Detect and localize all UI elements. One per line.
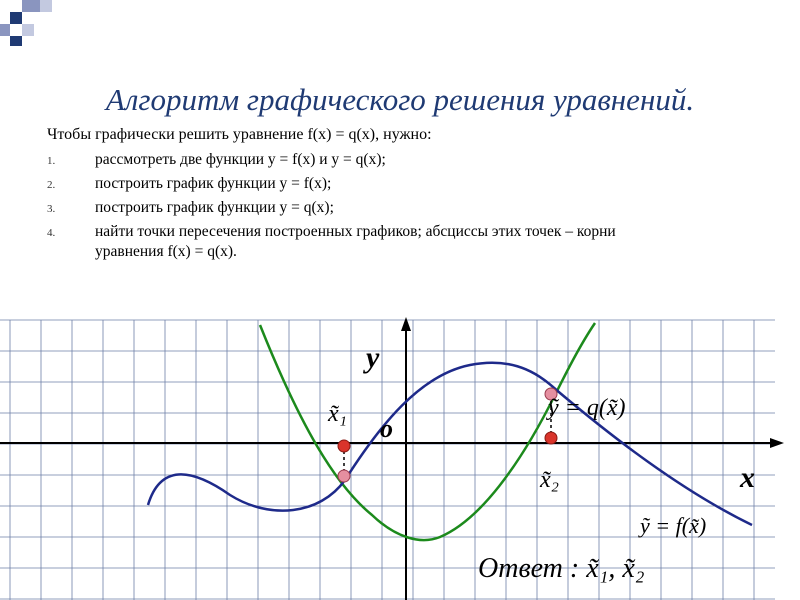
decor-square [0,24,10,36]
root-marker [545,432,557,444]
function-graph [0,315,800,600]
answer-label: Ответ : x̃₁, x̃₂ [478,553,645,584]
y-axis-arrow-icon [401,317,411,331]
step-number: 2. [47,179,56,191]
q-function-label: ỹ = q(x̃) [548,395,626,421]
step-number: 3. [47,203,56,215]
decor-square [10,12,22,24]
f-function-label: ỹ = f(x̃) [640,513,707,538]
step-text: найти точки пересечения построенных графиков; абсциссы этих точек – корни уравнения f(x) = q(x). [95,223,616,260]
list-item [47,198,747,218]
y-axis-label: y [366,341,380,374]
root-label-1: x̃₁ [328,401,347,427]
decor-square [40,0,52,12]
step-text: построить график функции у = q(x); [95,199,334,216]
list-item [47,174,747,194]
decor-square [22,24,34,36]
origin-label: o [380,414,393,443]
step-number: 1. [47,155,56,167]
x-axis-arrow-icon [770,438,784,448]
grid [0,320,775,600]
x-axis-label: x [740,461,755,494]
page-title: Алгоритм графического решения уравнений. [105,82,695,117]
step-number: 4. [47,227,56,239]
root-label-2: x̃₂ [540,467,559,493]
step-text: построить график функции у = f(x); [95,175,332,192]
decor-square [10,36,22,46]
intersection-point [338,470,350,482]
root-marker [338,440,350,452]
list-item [47,222,747,262]
intro-text: Чтобы графически решить уравнение f(x) = q(x), нужно: [47,126,432,143]
curve-q [260,323,595,540]
step-text: рассмотреть две функции у = f(x) и у = q(x); [95,151,386,168]
decor-square [22,0,40,12]
list-item [47,150,747,170]
steps-list [47,150,747,266]
